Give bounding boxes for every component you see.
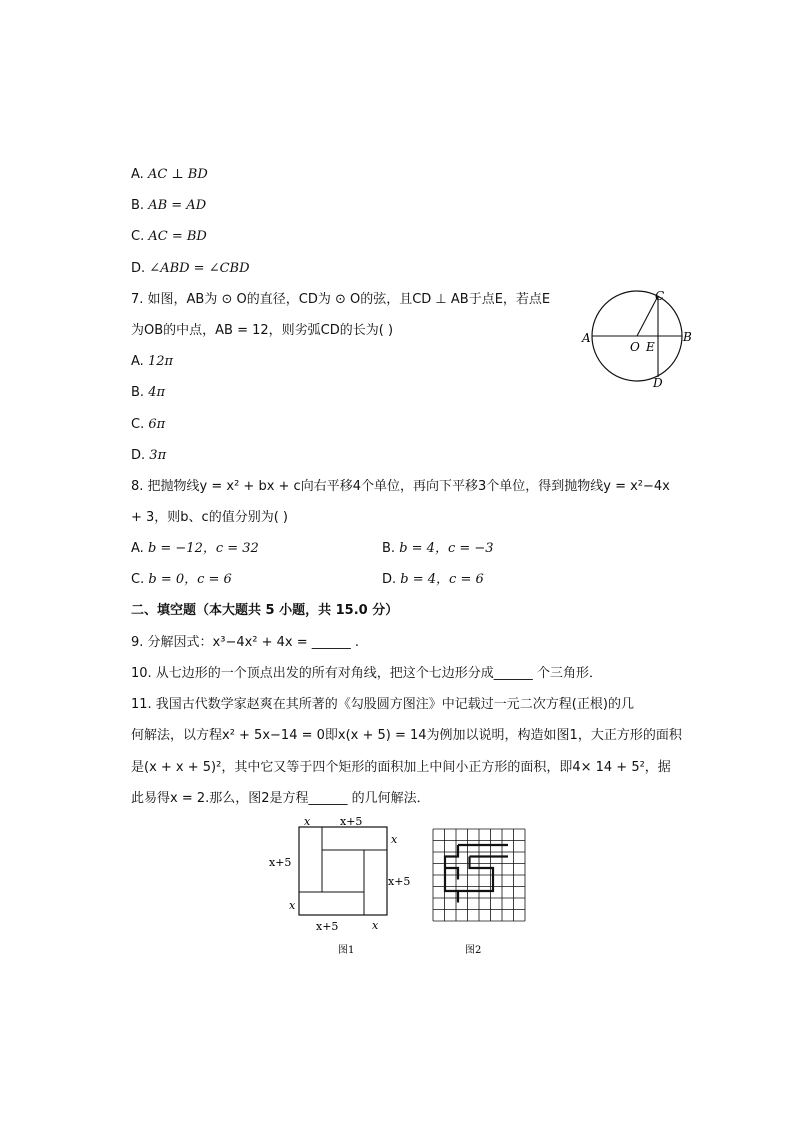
label-C: C [655, 289, 665, 303]
fig1-label-x5-left: x+5 [269, 856, 292, 869]
q7-stem-line1: 7. 如图，AB为 ⊙ O的直径，CD为 ⊙ O的弦，且CD ⊥ AB于点E，若点E [131, 292, 551, 307]
label-A: A [582, 331, 591, 345]
fig1-label-x-left: x [289, 899, 296, 912]
fig2-caption: 图2 [465, 945, 482, 956]
q6-option-b: B. AB = AD [131, 198, 207, 213]
q10-text: 10. 从七边形的一个顶点出发的所有对角线，把这个七边形分成______ 个三角形． [131, 666, 602, 681]
fig1-label-x5-right: x+5 [388, 875, 411, 888]
q7-option-d: D. 3π [131, 448, 167, 463]
section-2-title: 二、填空题（本大题共 5 小题，共 15.0 分） [131, 603, 399, 618]
label-B: B [683, 330, 692, 344]
q6-option-a: A. AC ⊥ BD [131, 167, 208, 182]
q7-option-c: C. 6π [131, 417, 166, 432]
q8-stem-line1: 8. 把抛物线y = x² + bx + c向右平移4个单位，再向下平移3个单位，得到抛物线y = x²−4x [131, 479, 670, 494]
q7-option-a: A. 12π [131, 354, 174, 369]
q11-line4: 此易得x = 2.那么，图2是方程______ 的几何解法． [131, 791, 430, 806]
q8-option-a: A. b = −12，c = 32 [131, 541, 259, 556]
label-D: D [653, 376, 663, 390]
q8-option-d: D. b = 4，c = 6 [382, 572, 484, 587]
fig1-caption: 图1 [338, 945, 355, 956]
q11-line2: 何解法，以方程x² + 5x−14 = 0即x(x + 5) = 14为例加以说明，构造如图1，大正方形的面积 [131, 728, 682, 743]
q11-line1: 11. 我国古代数学家赵爽在其所著的《勾股圆方图注》中记载过一元二次方程(正根)的几 [131, 697, 634, 712]
q7-stem-line2: 为OB的中点，AB = 12，则劣弧CD的长为( ) [131, 323, 394, 338]
q6-option-c: C. AC = BD [131, 229, 207, 244]
q11-line3: 是(x + x + 5)²，其中它又等于四个矩形的面积加上中间小正方形的面积，即4× 14 + 5²，据 [131, 760, 671, 775]
label-E: E [646, 340, 655, 354]
fig1-label-x5-bottom: x+5 [316, 920, 339, 933]
q7-option-b: B. 4π [131, 385, 166, 400]
label-O: O [630, 340, 640, 354]
q8-stem-line2: + 3，则b、c的值分别为( ) [131, 510, 288, 525]
fig1-label-x-top: x [304, 815, 311, 828]
q11-figure-1 [262, 812, 422, 962]
fig1-label-x-bottom: x [372, 919, 379, 932]
q8-option-c: C. b = 0，c = 6 [131, 572, 232, 587]
q7-circle-figure [578, 288, 698, 392]
fig1-label-x5-top: x+5 [340, 815, 363, 828]
q11-figure-2 [428, 822, 528, 962]
fig1-label-x-right: x [391, 833, 398, 846]
q9-text: 9. 分解因式：x³−4x² + 4x = ______ . [131, 635, 360, 650]
q8-option-b: B. b = 4，c = −3 [382, 541, 494, 556]
q6-option-d: D. ∠ABD = ∠CBD [131, 261, 250, 276]
